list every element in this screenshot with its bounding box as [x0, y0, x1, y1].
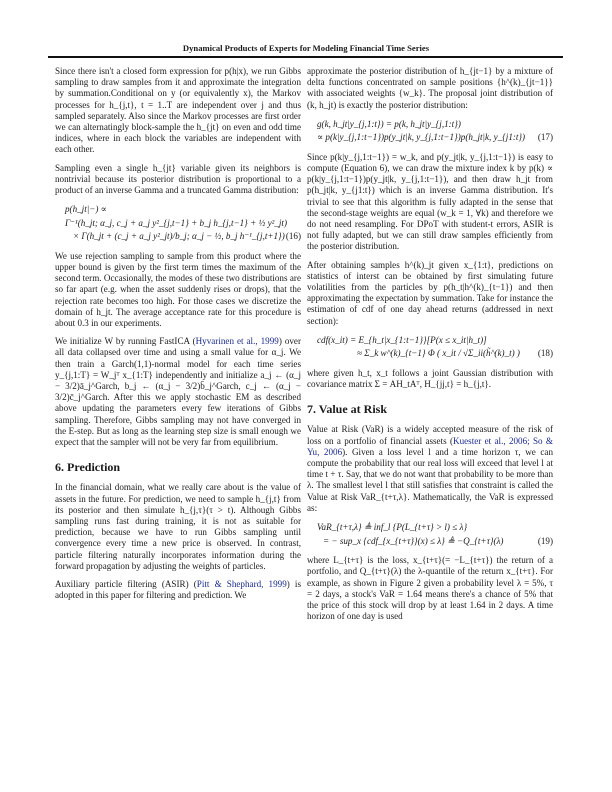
equation-line: VaR_{t+τ,λ} ≜ inf_l {P(L_{t+τ} > l) ≤ λ}: [317, 522, 468, 533]
section-heading: 7. Value at Risk: [307, 402, 388, 417]
section-heading: 6. Prediction: [55, 460, 121, 475]
equation-number: (18): [537, 348, 553, 359]
paragraph: where L_{t+τ} is the loss, x_{t+τ}(= −L_{t+τ}) the return of a portfolio, and Q_{t+τ}(λ) the λ-quantile of the return x_{t+τ}. For example, as shown in Figure 2 given a probability level λ = 5%, τ = 2 days, a stock's VaR = 1.64 means there's a chance of 5% that the price of this stock will drop by at least 1.64 in 2 days. A time horizon of one day is used: [307, 555, 553, 622]
paragraph: Since there isn't a closed form expression for p(h|x), we run Gibbs sampling to draw samples from it and approximate the integration by summation.Conditional on y (or equivalently x), the Markov processes for h_{j,t}, t = 1..T are independent over j and thus sampled separately. Also since the Markov processes are first order we can alternatingly block-sample the h_{jt} on even and odd time indices, where in each block the variables are independent with each other.: [55, 66, 301, 155]
equation-line: ≈ Σ_k w^(k)_{t−1} Φ ( x_it / √Σ_ii(h̃^(k)_t) ): [357, 348, 520, 359]
left-column: [55, 66, 301, 608]
paragraph: Since p(k|y_{j,1:t−1}) = w_k, and p(y_jt|k, y_{j,1:t−1}) is easy to compute (Equation 6), we can draw the mixture index k by p(k) ∝ p(k|y_{j,1:t−1})p(y_jt|k, y_{j,1:t−1}), and then draw h_jt from p(h_jt|k, y_{j1:t}) which is an inverse Gamma distribution. It's trivial to see that this algorithm is fully adapted in the sense that the second-stage weights are equal (w_k = 1, ∀k) and therefore we do not need resampling. For DPoT with student-t errors, ASIR is not fully adapted, but we can still draw samples efficiently from the posterior distribution.: [307, 151, 553, 252]
text: Value at Risk (VaR) is a widely accepted measure of the risk of loss on a portfolio of financial assets (: [307, 424, 553, 446]
equation-number: (19): [537, 535, 553, 546]
right-column: [307, 66, 553, 629]
header-rule: [48, 56, 563, 58]
paragraph: [55, 336, 301, 448]
equation-line: × Γ(h_jt + (c_j + a_j y²_jt)/b_j; α_j − ½, b_j h⁻¹_{j,t+1}): [73, 231, 285, 242]
paragraph: [55, 579, 301, 601]
paragraph: We use rejection sampling to sample from this product where the upper bound is given by the first term times the maximum of the second term. Occasionally, the modes of these two distributions are so far apart (e.g. when the asset suddenly rises or drops), that the rejection rate becomes too high. For those cases we discretize the domain of h_jt. The average acceptance rate for this procedure is about 0.3 in our experiments.: [55, 250, 301, 328]
equation-18: [317, 334, 553, 361]
text: ) is adopted in this paper for filtering and prediction. We: [55, 579, 301, 601]
citation-link[interactable]: Kuester et al., 2006; So & Yu, 2006: [307, 435, 553, 457]
equation-line: p(h_jt|−) ∝: [65, 204, 107, 215]
equation-17: [317, 118, 553, 145]
text: Auxiliary particle filtering (ASIR) (: [55, 579, 197, 590]
equation-line: ∝ p(k|y_{j,1:t−1})p(y_jt|k, y_{j,1:t−1})p(h_jt|k, y_{j1:t}): [317, 132, 526, 143]
text: ) over all data collapsed over time and using a small value for α_j. We then train a Garch(1,1)-normal model for each time series y_{j,1:T} = W_jᵀ x_{1:T} independently and initialize a_j ← (α_j − 3/2)ā_j^Garch, b_j ← (α_j − 3/2)b̄_j^Garch, c_j ← (α_j − 3/2)c̄_j^Garch. After this we apply stochastic EM as described above updating the parameters every few iterations of Gibbs sampling. Therefore, Gibbs sampling may not have converged in the E-step. But as long as the learning step size is small enough we expect that the sampler will not be very far from equilibrium.: [55, 336, 301, 447]
paragraph: Sampling even a single h_{jt} variable given its neighbors is nontrivial because its posterior distribution is proportional to a product of an inverse Gamma and a truncated Gamma distribution:: [55, 162, 301, 196]
equation-16: [65, 203, 301, 244]
equation-19: [317, 521, 553, 548]
paragraph: In the financial domain, what we really care about is the value of assets in the future. For prediction, we need to sample h_{j,t} from its posterior and then simulate h_{j,τ}(τ > t). Although Gibbs sampling runs fast during training, it is not as suitable for prediction, because we have to run Gibbs sampling until convergence every time a new price is observed. In contrast, particle filtering naturally incorporates information during the forward propagation by adjusting the weights of particles.: [55, 482, 301, 571]
running-header: Dynamical Products of Experts for Modeling Financial Time Series: [182, 43, 430, 53]
equation-line: g(k, h_jt|y_{j,1:t}) = p(k, h_jt|y_{j,1:t}): [317, 118, 461, 129]
paragraph: [307, 424, 553, 514]
text: ). Given a loss level l and a time horizon τ, we can compute the probability that our real loss will exceed that level l at time t + τ. Say, that we do not want that probability to be more than λ. The smallest level l that still satisfies that constraint is called the Value at Risk VaR_{t+τ,λ}. Mathematically, the VaR is expressed as:: [307, 446, 553, 513]
paragraph: After obtaining samples h^(k)_jt given x_{1:t}, predictions on statistics of interst can be obtained by first simulating future volatilities from the particles by p(h_t|h^(k)_{t−1}) and then approximating the expectation by summation. Take for instance the estimation of cdf of one day ahead returns (addressed in next section):: [307, 259, 553, 326]
paragraph: approximate the posterior distribution of h_{jt−1} by a mixture of delta functions concentrated on sample positions {h^(k)_{jt−1}} with associated weights {w_k}. The proposal joint distribution of (k, h_jt) is exactly the posterior distribution:: [307, 66, 553, 110]
equation-line: = − sup_x {cdf_{x_{t+τ}}(x) ≤ λ} ≜ −Q_{t+τ}(λ): [323, 535, 504, 546]
equation-number: (16): [285, 231, 301, 242]
equation-line: cdf(x_it) = E_{h_t|x_{1:t−1}}[P(x ≤ x_it|h_t)]: [317, 334, 487, 345]
paragraph: where given h_t, x_t follows a joint Gaussian distribution with covariance matrix Σ = AH_tAᵀ, H_{jj,t} = h_{j,t}.: [307, 367, 553, 390]
citation-link[interactable]: Pitt & Shephard, 1999: [196, 579, 287, 590]
citation-link[interactable]: Hyvarinen et al., 1999: [195, 336, 279, 347]
equation-number: (17): [537, 132, 553, 143]
text: We initialize W by running FastICA (: [55, 336, 196, 347]
equation-line: Γ⁻¹(h_jt; α_j, c_j + a_j y²_{j,t−1} + b_j h_{j,t−1} + ½ y²_jt): [65, 217, 287, 228]
